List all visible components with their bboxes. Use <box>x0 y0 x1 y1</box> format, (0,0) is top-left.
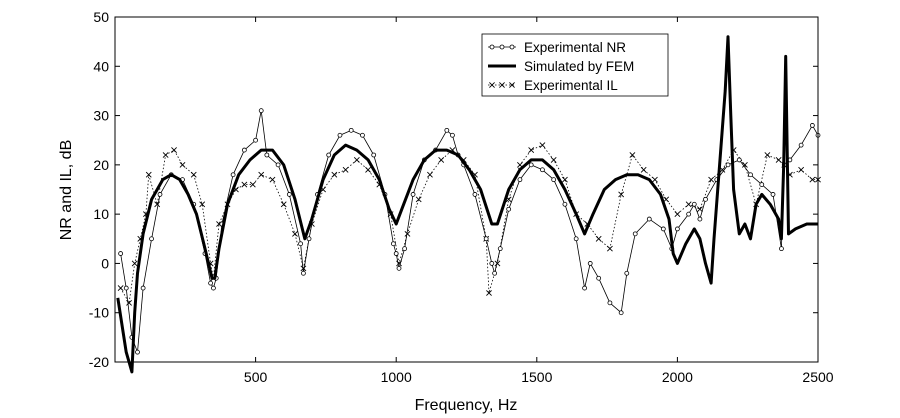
series-0-point-6 <box>158 192 162 196</box>
series-0-point-32 <box>391 242 395 246</box>
series-0-point-63 <box>661 227 665 231</box>
series-0-point-69 <box>704 197 708 201</box>
y-tick-label-2: 0 <box>101 255 109 272</box>
legend-label-0: Experimental NR <box>524 40 627 55</box>
series-0-point-40 <box>450 133 454 137</box>
legend-marker-0c <box>510 45 514 49</box>
x-tick-label-4: 2500 <box>802 369 834 385</box>
series-0-point-57 <box>597 276 601 280</box>
series-0-point-12 <box>211 286 215 290</box>
series-0-point-19 <box>265 153 269 157</box>
series-0-point-80 <box>810 123 814 127</box>
series-0-point-29 <box>360 133 364 137</box>
series-0-point-30 <box>372 153 376 157</box>
y-tick-label-0: -20 <box>88 354 109 370</box>
series-0-point-26 <box>327 153 331 157</box>
y-tick-label-3: 10 <box>93 206 109 223</box>
series-0-point-43 <box>473 192 477 196</box>
x-tick-label-1: 1000 <box>380 369 412 385</box>
series-0-point-68 <box>698 217 702 221</box>
series-0-point-27 <box>338 133 342 137</box>
series-0-point-44 <box>484 237 488 241</box>
series-0-point-47 <box>498 247 502 251</box>
series-0-point-36 <box>411 192 415 196</box>
series-0-point-59 <box>619 311 623 315</box>
series-0-point-20 <box>276 163 280 167</box>
series-0-point-11 <box>209 281 213 285</box>
series-0-point-79 <box>799 143 803 147</box>
series-0-point-74 <box>760 183 764 187</box>
x-tick-label-2: 1500 <box>521 369 553 385</box>
series-0-point-60 <box>625 271 629 275</box>
y-tick-label-1: -10 <box>88 304 109 321</box>
series-0-point-71 <box>726 163 730 167</box>
legend-label-1: Simulated by FEM <box>524 59 635 74</box>
x-axis-label: Frequency, Hz <box>414 397 518 414</box>
legend-label-2: Experimental IL <box>524 78 618 93</box>
series-0-point-67 <box>692 202 696 206</box>
series-0-point-16 <box>242 148 246 152</box>
series-0-point-65 <box>675 227 679 231</box>
y-axis-label: NR and IL, dB <box>58 139 75 241</box>
y-tick-label-7: 50 <box>93 9 109 25</box>
series-0-point-39 <box>445 128 449 132</box>
x-tick-label-3: 2000 <box>661 369 693 385</box>
series-0-point-72 <box>737 158 741 162</box>
series-0-point-54 <box>574 237 578 241</box>
series-0-point-76 <box>779 247 783 251</box>
series-0-point-75 <box>771 192 775 196</box>
series-0-point-49 <box>518 178 522 182</box>
series-0-point-4 <box>141 286 145 290</box>
series-0-point-17 <box>254 138 258 142</box>
series-0-point-34 <box>397 266 401 270</box>
series-0-point-3 <box>135 350 139 354</box>
plot-background <box>115 17 818 362</box>
series-0-point-55 <box>583 286 587 290</box>
series-0-point-35 <box>403 247 407 251</box>
series-0-point-21 <box>287 192 291 196</box>
series-0-point-1 <box>124 286 128 290</box>
x-tick-label-0: 500 <box>243 369 268 385</box>
series-0-point-61 <box>633 232 637 236</box>
series-0-point-52 <box>552 178 556 182</box>
series-0-point-22 <box>299 242 303 246</box>
series-0-point-33 <box>394 252 398 256</box>
series-0-point-23 <box>301 271 305 275</box>
series-0-point-73 <box>749 173 753 177</box>
series-0-point-45 <box>490 261 494 265</box>
legend <box>482 34 668 96</box>
series-0-point-58 <box>608 301 612 305</box>
y-tick-label-4: 20 <box>93 156 109 173</box>
series-0-point-24 <box>307 237 311 241</box>
series-0-point-28 <box>349 128 353 132</box>
series-0-point-5 <box>150 237 154 241</box>
series-0-point-66 <box>687 212 691 216</box>
series-0-point-15 <box>231 173 235 177</box>
legend-marker-0b <box>500 45 504 49</box>
series-0-point-50 <box>529 163 533 167</box>
series-0-point-48 <box>507 207 511 211</box>
series-0-point-46 <box>493 271 497 275</box>
legend-marker-0a <box>490 45 494 49</box>
y-tick-label-5: 30 <box>93 107 109 124</box>
series-0-point-62 <box>647 217 651 221</box>
series-0-point-53 <box>563 202 567 206</box>
series-0-point-18 <box>259 109 263 113</box>
series-0-point-56 <box>588 261 592 265</box>
series-0-point-0 <box>119 252 123 256</box>
series-0-point-51 <box>540 168 544 172</box>
y-tick-label-6: 40 <box>93 58 109 75</box>
